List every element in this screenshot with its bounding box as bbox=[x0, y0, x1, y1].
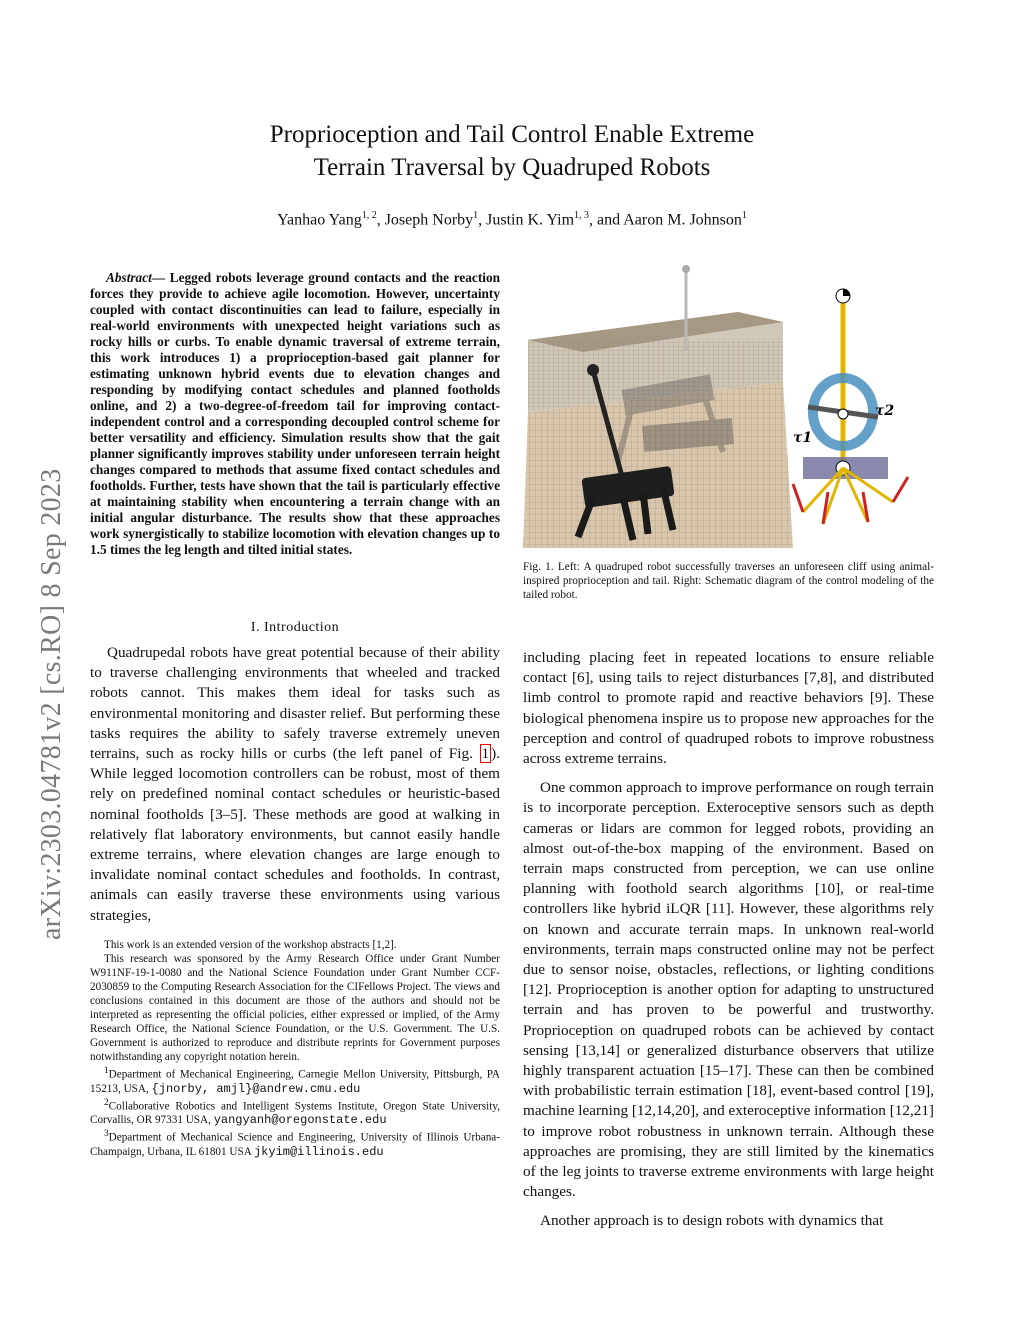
author-name: Justin K. Yim bbox=[486, 211, 575, 229]
figure-illustration bbox=[523, 262, 934, 548]
author-separator: , bbox=[376, 211, 385, 229]
affiliation-1 bbox=[90, 1064, 500, 1096]
figure-caption: Fig. 1. Left: A quadruped robot successfully traverses an unforeseen cliff using animal-inspired proprioception and tail. Right: Schematic diagram of the control modeling of the tailed robot. bbox=[523, 561, 934, 601]
affiliation-sup: 2 bbox=[104, 1097, 109, 1108]
affiliation-3 bbox=[90, 1127, 500, 1159]
tau2-label: τ2 bbox=[875, 403, 895, 419]
author-name: Joseph Norby bbox=[384, 211, 474, 229]
author-separator: , bbox=[478, 211, 487, 229]
author-affiliation-sup: 1, 2 bbox=[361, 210, 377, 221]
intro-right-column bbox=[523, 648, 934, 1232]
affiliation-sup: 1 bbox=[104, 1066, 109, 1076]
email-address[interactable]: yangyanh@oregonstate.edu bbox=[213, 1113, 387, 1128]
affiliation-text: Department of Mechanical Science and Engineering, University of Illinois Urbana-Champaign, Urbana, IL 61801 USA bbox=[90, 1132, 500, 1159]
intro-paragraph: Another approach is to design robots with dynamics that bbox=[540, 1212, 884, 1230]
author-affiliation-sup: 1 bbox=[741, 210, 747, 221]
paper-title bbox=[0, 118, 1024, 184]
tailed-robot-schematic bbox=[793, 289, 908, 524]
abstract: Abstract— Legged robots leverage ground contacts and the reaction forces they provide to achieve agile locomotion. However, uncertainty coupled with contact discontinuities can lead to failure, especially in real-world environments with unexpected height variations such as rocky hills or curbs. To enable dynamic traversal of extreme terrain, this work introduces 1) a proprioception-based gait planner for estimating unknown hybrid events due to elevation changes and responding by modifying contact schedules and planned footholds online, and 2) a two-degree-of-freedom tail for improving contact-independent control and a corresponding decoupled control scheme for better versatility and efficiency. Simulation results show that the gait planner significantly improves stability under unforeseen terrain height changes compared to methods that assume fixed contact schedules and footholds. Further, tests have shown that the tail is particularly effective at maintaining stability when encountering a terrain change with an initial angular disturbance. The results show that these approaches work synergistically to stabilize locomotion with elevation changes up to 1.5 times the leg length and tilted initial states. bbox=[90, 270, 500, 557]
tau1-label: τ1 bbox=[793, 430, 813, 446]
intro-paragraph: including placing feet in repeated locations to ensure reliable contact [6], using tails to reject disturbances [7,8], and distributed limb control to promote rapid and reactive behaviors [9]. These biological phenomena inspire us to propose new approaches for the perception and control of quadruped robots to improve robustness across extreme terrains. bbox=[523, 649, 934, 768]
author-affiliation-sup: 1 bbox=[473, 210, 479, 221]
intro-text-a: Quadrupedal robots have great potential because of their ability to traverse challenging environments that wheeled and tracked robots cannot. This makes them ideal for tasks such as environmental monitoring and disaster relief. But performing these tasks requires the ability to safely traverse extremely uneven terrains, such as rocky hills or curbs (the left panel of Fig. bbox=[90, 644, 500, 763]
intro-text-b: ). While legged locomotion controllers can be robust, most of them rely on predefined nominal contact schedules or heuristic-based nominal footholds [3–5]. These methods are good at walking in relatively flat laboratory environments, but cannot easily handle extreme terrains, where elevation changes are large enough to invalidate nominal contact schedules and footholds. In contrast, animals can easily traverse these environments using various strategies, bbox=[90, 745, 500, 924]
figure-reference-link[interactable]: 1 bbox=[481, 745, 490, 763]
email-address[interactable]: jkyim@illinois.edu bbox=[253, 1145, 384, 1160]
affiliation-2 bbox=[90, 1096, 500, 1128]
author-separator: , and bbox=[589, 211, 624, 229]
figure-1 bbox=[523, 262, 934, 548]
author-name: Aaron M. Johnson bbox=[623, 211, 742, 229]
abstract-label: Abstract bbox=[106, 270, 152, 285]
affiliation-text: Department of Mechanical Engineering, Carnegie Mellon University, Pittsburgh, PA 15213, USA, bbox=[90, 1068, 500, 1095]
intro-paragraph: One common approach to improve performance on rough terrain is to incorporate perception. Exteroceptive sensors such as depth cameras or lidars are common for legged robots, providing an almost out-of-the-box mapping of the environment. Based on terrain maps constructed from perception, we can use online planning with foothold search algorithms [10], or real-time controllers like hybrid iLQR [11]. However, these algorithms rely on known and accurate terrain maps. In unknown real-world environments, terrain maps constructed online may not be perfect due to sensor noise, obstacles, reflections, or lighting conditions [12]. Proprioception is another option for adapting to unstructured terrain and has proven to be powerful and trustworthy. Proprioception on quadruped robots can be achieved by contact sensing [13,14] or generalized disturbance observers that utilize highly transparent actuation [15–17]. These can then be combined with probabilistic terrain estimation [18], event-based control [19], machine learning [12,14,20], and exteroceptive information [12,21] to improve robot robustness in unknown terrain. Although these approaches are promising, they are still limited by the kinematics of the leg joints to traverse extreme environments with large height changes. bbox=[523, 779, 934, 1201]
intro-left-column bbox=[90, 643, 500, 926]
arxiv-identifier: arXiv:2303.04781v2 [cs.RO] 8 Sep 2023 bbox=[36, 468, 67, 940]
email-address[interactable]: {jnorby, amjl}@andrew.cmu.edu bbox=[151, 1081, 361, 1096]
author-list bbox=[0, 210, 1024, 229]
abstract-text: Legged robots leverage ground contacts and the reaction forces they provide to achieve agile locomotion. However, uncertainty coupled with contact discontinuities can lead to failure, especially in real-world environments with unexpected height variations such as rocky hills or curbs. To enable dynamic traversal of extreme terrain, this work introduces 1) a proprioception-based gait planner for estimating unknown hybrid events due to elevation changes and responding by modifying contact schedules and planned footholds online, and 2) a two-degree-of-freedom tail for improving contact-independent control and a corresponding decoupled control scheme for better versatility and efficiency. Simulation results show that the gait planner significantly improves stability under unforeseen terrain height changes compared to methods that assume fixed contact schedules and footholds. Further, tests have shown that the tail is particularly effective at maintaining stability when encountering a terrain change with an initial angular disturbance. The results show that these approaches work synergistically to stabilize locomotion with elevation changes up to 1.5 times the leg length and tilted initial states. bbox=[90, 270, 500, 557]
footnotes bbox=[90, 938, 500, 1159]
affiliation-text: Collaborative Robotics and Intelligent Systems Institute, Oregon State University, Corvallis, OR 97331 USA, bbox=[90, 1100, 500, 1127]
footnote-funding: This research was sponsored by the Army Research Office under Grant Number W911NF-19-1-0080 and the National Science Foundation under Grant Number CCF-2030859 to the Computing Research Association for the CIFellows Project. The views and conclusions contained in this document are those of the authors and should not be interpreted as representing the official policies, either expressed or implied, of the Army Research Office, the National Science Foundation, or the U.S. Government. The U.S. Government is authorized to reproduce and distribute reprints for Government purposes notwithstanding any copyright notation herein. bbox=[90, 953, 500, 1063]
title-line-1: Proprioception and Tail Control Enable Extreme bbox=[269, 121, 755, 148]
intro-paragraph bbox=[90, 643, 500, 926]
author-name: Yanhao Yang bbox=[277, 211, 362, 229]
affiliation-sup: 3 bbox=[104, 1129, 109, 1140]
section-heading: I. Introduction bbox=[250, 620, 340, 635]
footnote-workshop: This work is an extended version of the workshop abstracts [1,2]. bbox=[104, 939, 397, 951]
title-line-2: Terrain Traversal by Quadruped Robots bbox=[313, 154, 711, 181]
author-affiliation-sup: 1, 3 bbox=[574, 210, 590, 221]
